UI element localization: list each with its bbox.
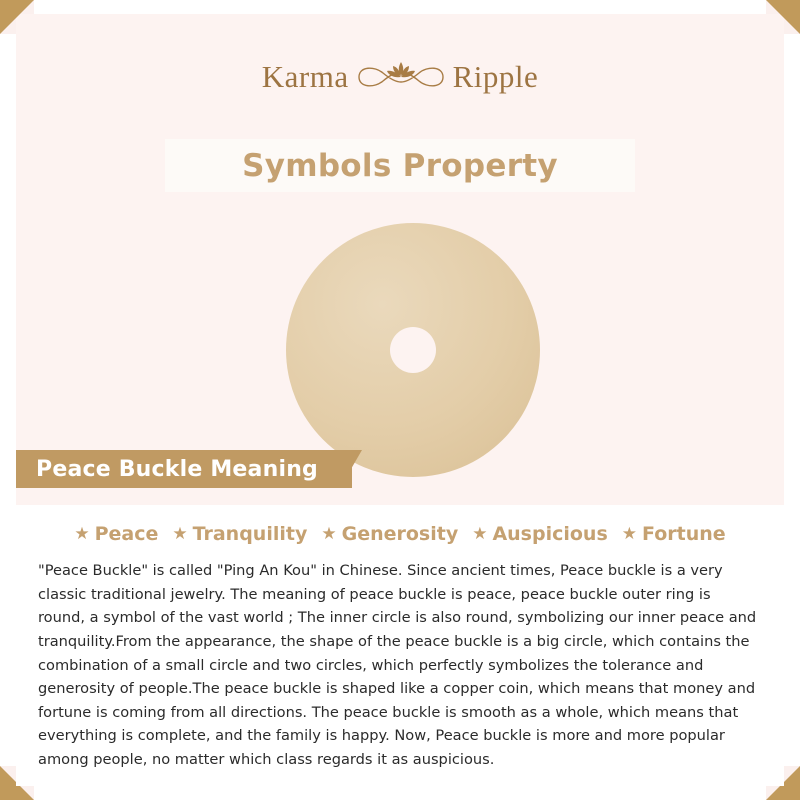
description-paragraph: "Peace Buckle" is called "Ping An Kou" in Chinese. Since ancient times, Peace buckle is a very classic traditional jewelry. The meaning of peace buckle is peace, peace buckle outer ring is round, a symbol of the vast world ; The inner circle is also round, symbolizing our inner peace and tranquility.From the appearance, the shape of the peace buckle is a big circle, which contains the combination of a small circle and two circles, which perfectly symbolizes the tolerance and generosity of people.The peace buckle is shaped like a copper coin, which means that money and fortune is coming from all directions. The peace buckle is smooth as a whole, which means that everything is complete, and the family is happy. Now, Peace buckle is more and more popular among people, no matter which class regards it as auspicious. [38,562,757,769]
keyword-item [172,523,307,545]
brand-name-right: Ripple [452,59,539,94]
keyword-label: Auspicious [492,523,608,545]
keyword-list [38,523,762,545]
corner-top-left-icon [0,0,34,34]
peace-buckle-hole [390,327,436,373]
keyword-item [321,523,458,545]
star-icon: ★ [172,523,188,544]
frame-edge-bottom [34,786,766,800]
section-ribbon-tail-icon [340,450,362,488]
keyword-item [622,523,726,545]
frame-edge-top [34,0,766,14]
keyword-label: Fortune [642,523,726,545]
peace-buckle-disc [286,223,540,477]
page-title: Symbols Property [242,147,558,184]
lotus-infinity-icon [353,54,449,100]
text-panel [16,505,784,786]
section-ribbon-label: Peace Buckle Meaning [36,456,319,482]
keyword-label: Generosity [341,523,459,545]
keyword-label: Peace [94,523,159,545]
star-icon: ★ [621,523,638,544]
keyword-item [472,523,608,545]
star-icon: ★ [74,523,90,544]
page-title-band [165,139,635,192]
star-icon: ★ [472,523,488,544]
keyword-item [74,523,158,545]
brand-logo [0,44,800,110]
brand-name-left: Karma [261,59,349,94]
section-ribbon [16,450,352,488]
star-icon: ★ [321,523,337,544]
keyword-label: Tranquility [192,523,308,545]
corner-top-right-icon [766,0,800,34]
